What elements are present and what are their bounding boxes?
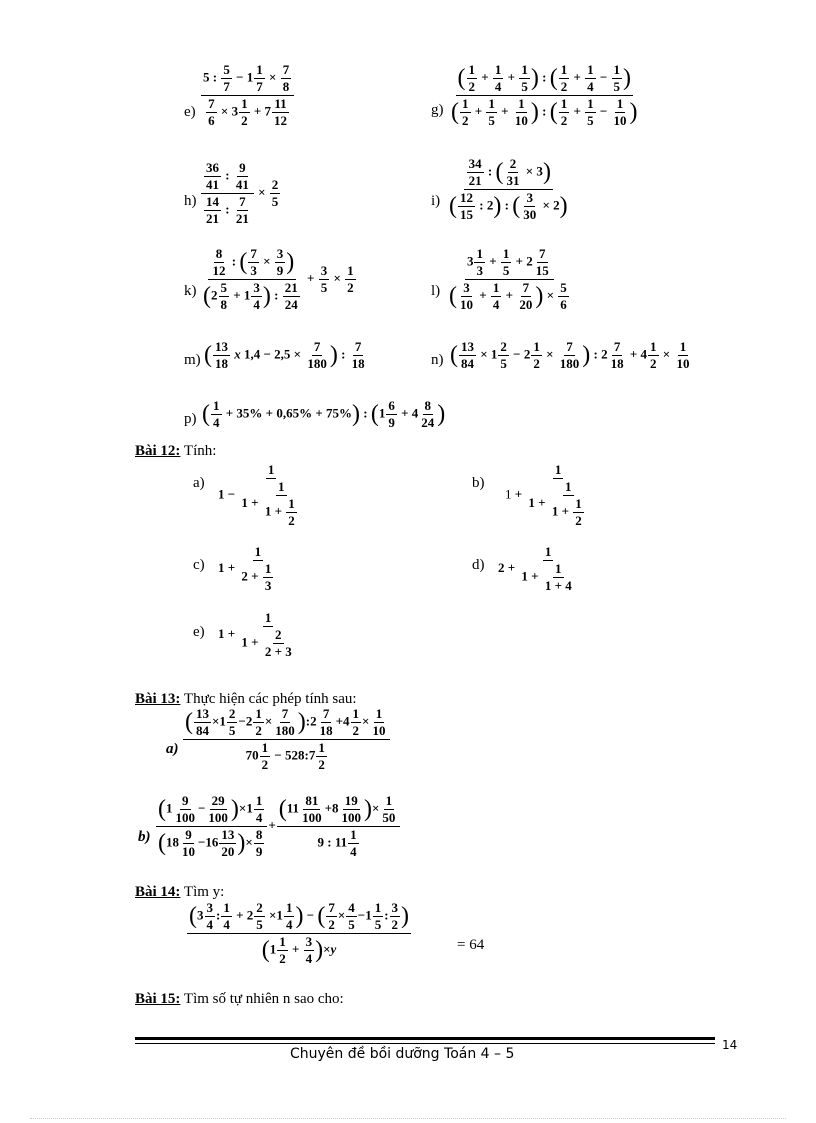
heading-bai-15 xyxy=(135,991,344,1008)
expression-13b: (1 $\frac{9}{100}$ − $\frac{29}{100}$ )×1 $\frac{1}{4}$ (18 $\frac{9}{10}$ −16 $\frac{13}{20}$ )× $\frac{8}{9}$ + (11 $\frac{81}{100}$ +8 $\frac{19}{100}$ )× $\frac{1}{50}$ 9 : 11 $\frac{1}{4}$ xyxy=(155,793,401,860)
label-12e: e) xyxy=(193,624,205,640)
label-h: h) xyxy=(184,193,197,209)
heading-bai-12-text: Tính: xyxy=(180,443,217,459)
expression-12a: 1 − 1 1 + 1 1 + $\frac{1}{2}$ xyxy=(218,462,295,528)
heading-bai-14-title: Bài 14: xyxy=(135,884,181,900)
label-12a: a) xyxy=(193,475,205,491)
heading-bai-14-text: Tìm y: xyxy=(180,884,225,900)
expression-12d: 2 + 1 1 + $\frac{1}{1 + 4}$ xyxy=(498,544,572,593)
expression-12c: 1 + 1 2 + $\frac{1}{3}$ xyxy=(218,544,272,593)
footer-rule-thick xyxy=(135,1037,715,1040)
expression-g: ( $\frac{1}{2}$ + $\frac{1}{4}$ + $\frac{1}{5}$ ) : ( $\frac{1}{2}$ + $\frac{1}{4}$ − $\frac{1}{5}$ ) ( $\frac{1}{2}$ + $\frac{1}{5}$ + $\frac{1}{10}$ ) : ( $\frac{1}{2}$ + $\frac{1}{5}$ − $\frac{1}{10}$ ) xyxy=(451,62,638,128)
expression-n: ( $\frac{13}{84}$ × 1 $\frac{2}{5}$ − 2 $\frac{1}{2}$ × $\frac{7}{180}$ ) : 2 $\frac{7}{18}$ + 4 $\frac{1}{2}$ × $\frac{1}{10}$ xyxy=(450,339,690,371)
label-g: g) xyxy=(431,102,444,118)
expression-12e: 1 + 1 1 + $\frac{2}{2 + 3}$ xyxy=(218,610,292,659)
label-e: e) xyxy=(184,104,196,120)
label-p: p) xyxy=(184,411,197,427)
label-12d: d) xyxy=(472,557,485,573)
expression-k: $\frac{8}{12}$ : ( $\frac{7}{3}$ × $\frac{3}{9}$ ) (2 $\frac{5}{8}$ + 1 $\frac{3}{4}$ ) : $\frac{21}{24}$ + $\frac{3}{5}$ × $\frac{1}{2}$ xyxy=(203,246,354,312)
label-l: l) xyxy=(431,283,441,299)
footer-text: Chuyên đề bồi dưỡng Toán 4 – 5 xyxy=(290,1046,515,1062)
label-i: i) xyxy=(431,193,441,209)
expression-12b: 1 + 1 1 + 1 1 + $\frac{1}{2}$ xyxy=(505,462,582,528)
page-bottom-dotted-rule xyxy=(30,1118,786,1119)
expression-13a: ( $\frac{13}{84}$ ×1 $\frac{2}{5}$ −2 $\frac{1}{2}$ × $\frac{7}{180}$ ):2 $\frac{7}{18}$ +4 $\frac{1}{2}$ × $\frac{1}{10}$ 70 $\frac{1}{2}$ − 528:7 $\frac{1}{2}$ xyxy=(182,706,391,773)
expression-p: ( $\frac{1}{4}$ + 35% + 0,65% + 75%) : (1 $\frac{6}{9}$ + 4 $\frac{8}{24}$ ) xyxy=(202,398,446,430)
expression-14: (3 $\frac{3}{4}$ : $\frac{1}{4}$ + 2 $\frac{2}{5}$ ×1 $\frac{1}{4}$ ) − ( $\frac{7}{2}$ × $\frac{4}{5}$ −1 $\frac{1}{5}$ : $\frac{3}{2}$ ) (1 $\frac{1}{2}$ + $\frac{3}{4}$ )×y xyxy=(189,900,410,966)
heading-bai-13-title: Bài 13: xyxy=(135,691,181,707)
equation-result: = 64 xyxy=(457,937,485,953)
page-number: 14 xyxy=(722,1038,738,1052)
heading-bai-14 xyxy=(135,884,224,901)
expression-i: $\frac{34}{21}$ : ( $\frac{2}{31}$ × 3) ( $\frac{12}{15}$ : 2) : ( $\frac{3}{30}$ × 2) xyxy=(449,156,568,222)
expression-e: 5 : $\frac{5}{7}$ − 1 $\frac{1}{7}$ × $\frac{7}{8}$ $\frac{7}{6}$ × 3 $\frac{1}{2}$ + 7 $\frac{11}{12}$ xyxy=(200,62,295,129)
label-m: m) xyxy=(184,352,201,368)
heading-bai-12 xyxy=(135,443,216,460)
expression-m: ( $\frac{13}{18}$ x 1,4 − 2,5 × $\frac{7}{180}$ ) : $\frac{7}{18}$ xyxy=(204,339,365,371)
label-12c: c) xyxy=(193,557,205,573)
heading-bai-12-title: Bài 12: xyxy=(135,443,181,459)
label-13a: a) xyxy=(166,741,179,757)
label-n: n) xyxy=(431,352,444,368)
expression-h: $\frac{36}{41}$ : $\frac{9}{41}$ $\frac{14}{21}$ : $\frac{7}{21}$ × $\frac{2}{5}$ xyxy=(200,160,281,227)
heading-bai-15-title: Bài 15: xyxy=(135,991,181,1007)
label-12b: b) xyxy=(472,475,485,491)
footer-rule-thin xyxy=(135,1043,715,1044)
expression-l: 3 $\frac{1}{3}$ + $\frac{1}{5}$ + 2 $\frac{7}{15}$ ( $\frac{3}{10}$ + $\frac{1}{4}$ + $\frac{7}{20}$ ) × $\frac{5}{6}$ xyxy=(449,246,567,312)
heading-bai-13-text: Thực hiện các phép tính sau: xyxy=(180,691,357,707)
label-k: k) xyxy=(184,283,197,299)
heading-bai-15-text: Tìm số tự nhiên n sao cho: xyxy=(180,991,344,1007)
label-13b: b) xyxy=(138,829,151,845)
